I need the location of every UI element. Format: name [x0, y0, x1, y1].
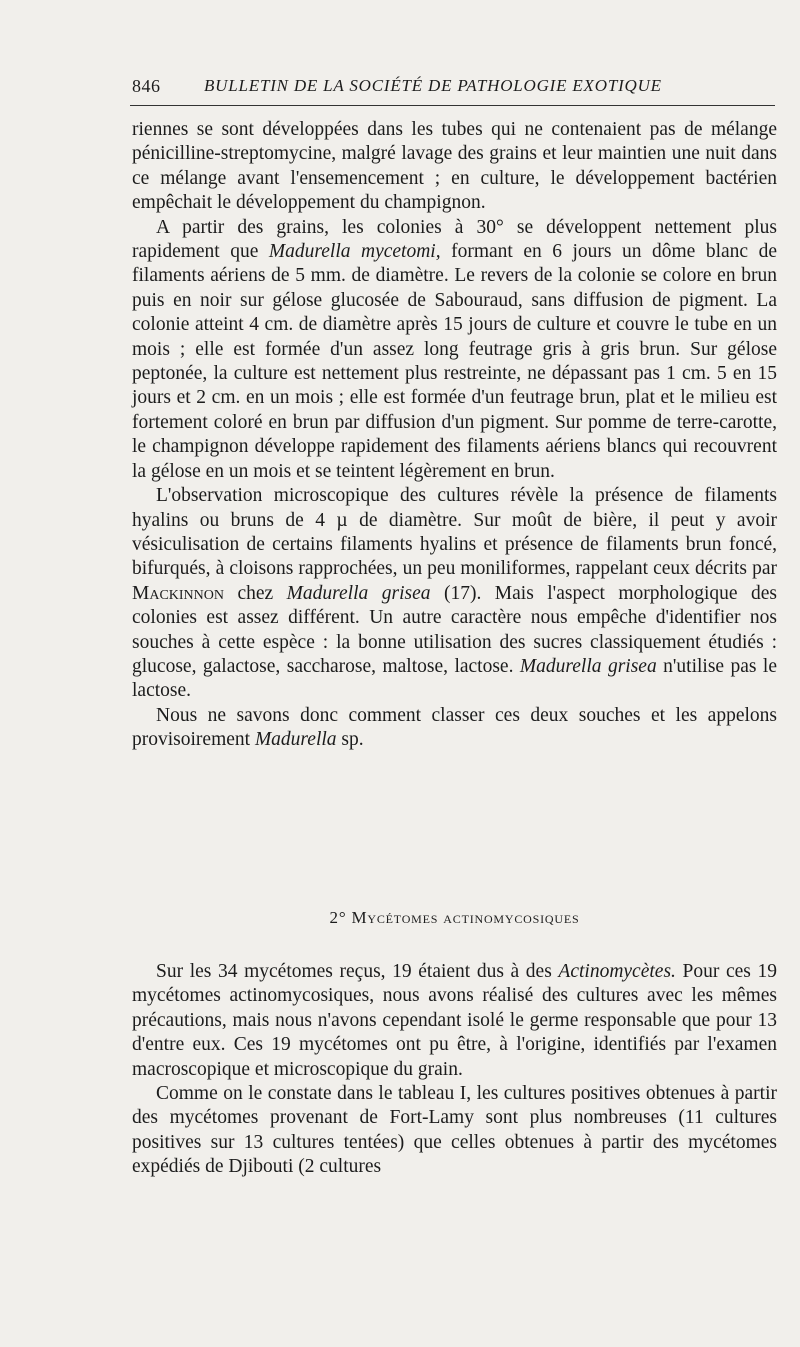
section-heading: 2° Mycétomes actinomycosiques — [329, 908, 580, 927]
paragraph-continued: riennes se sont développées dans les tubes qui ne contenaient pas de mélange pénicilline-streptomycine, malgré lavage des grains et leur maintien une nuit dans ce mélange avant l'ensemencement ; en culture, le développement bactérien empêchait le développement du champignon. — [132, 119, 777, 214]
body-text-top — [132, 118, 777, 753]
paragraph-microscopy: L'observation microscopique des cultures révèle la présence de filaments hyalins ou bruns de 4 µ de diamètre. Sur moût de bière, il peut y avoir vésiculisation de certains filaments hyalins et présence de filaments brun foncé, bifurqués, à cloisons rapprochées, un peu moniliformes, rappelant ceux décrits par Mackinnon chez Madurella grisea (17). Mais l'aspect morphologique des colonies est assez différent. Un autre caractère nous empêche d'identifier nos souches à cette espèce : la bonne utilisation des sucres classiquement étudiés : glucose, galactose, saccharose, maltose, lactose. Madurella grisea n'utilise pas le lactose. — [132, 485, 777, 702]
paragraph-classification: Nous ne savons donc comment classer ces deux souches et les appelons provisoirement Madurella sp. — [132, 704, 777, 751]
paragraph-colonies: A partir des grains, les colonies à 30° se développent nettement plus rapidement que Madurella mycetomi, formant en 6 jours un dôme blanc de filaments aériens de 5 mm. de diamètre. Le revers de la colonie se colore en brun puis en noir sur gélose glucosée de Sabouraud, sans diffusion de pigment. La colonie atteint 4 cm. de diamètre après 15 jours de culture et couvre le tube en un mois ; elle est formée d'un assez long feutrage gris à gris brun. Sur gélose peptonée, la culture est nettement plus restreinte, ne dépassant pas 1 cm. 5 en 15 jours et 2 cm. en un mois ; elle est formée d'un feutrage brun, plat et le milieu est fortement coloré en brun par diffusion d'un pigment. Sur pomme de terre-carotte, le champignon développe rapidement des filaments aériens blancs qui recouvrent la gélose en un mois et se teintent légèrement en brun. — [132, 216, 777, 482]
body-text-bottom — [132, 960, 777, 1180]
page-number: 846 — [132, 76, 161, 96]
paragraph-actinomycetes: Sur les 34 mycétomes reçus, 19 étaient dus à des Actinomycètes. Pour ces 19 mycétomes actinomycosiques, nous avons réalisé des cultures avec les mêmes précautions, mais nous n'avons cependant isolé le germe responsable que pour 13 d'entre eux. Ces 19 mycétomes ont pu être, à l'origine, identifiés par l'examen macroscopique et microscopique du grain. — [132, 961, 777, 1080]
running-title: BULLETIN DE LA SOCIÉTÉ DE PATHOLOGIE EXOTIQUE — [204, 76, 662, 95]
page-header — [132, 76, 777, 100]
header-rule — [130, 105, 775, 106]
paragraph-table-reference: Comme on le constate dans le tableau I, les cultures positives obtenues à partir des mycétomes provenant de Fort-Lamy sont plus nombreuses (11 cultures positives sur 13 cultures tentées) que celles obtenues à partir des mycétomes expédiés de Djibouti (2 cultures — [132, 1083, 777, 1178]
